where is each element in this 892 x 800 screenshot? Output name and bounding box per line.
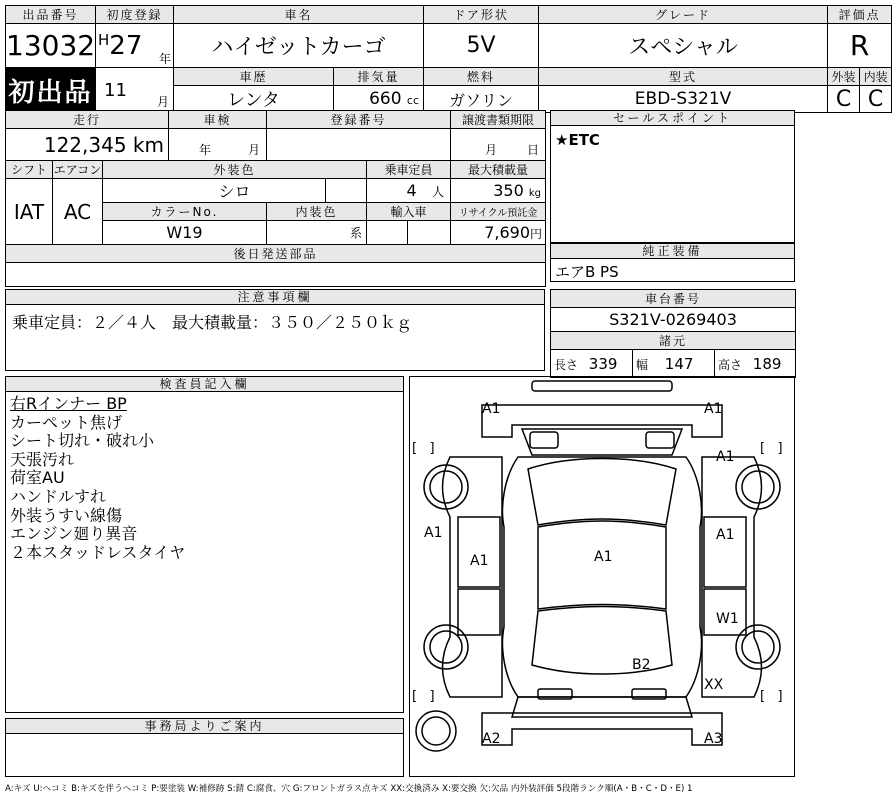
- length-label: 長さ: [554, 357, 579, 372]
- sales-point-text: ★ETC: [555, 131, 600, 149]
- color-number-label: カラーNo.: [103, 203, 267, 221]
- office-notice-label: 事務局よりご案内: [6, 719, 403, 734]
- capacity: [367, 179, 451, 203]
- score: R: [828, 24, 892, 68]
- recycle-fee-value: 7,690: [484, 223, 530, 242]
- ext-grade: C: [828, 86, 860, 113]
- rear-outline: [482, 713, 722, 745]
- left-door-front: [458, 517, 500, 587]
- sales-point-box: [550, 110, 795, 243]
- model-label: 型式: [539, 68, 828, 86]
- import-b: [408, 221, 451, 245]
- width-value: 147: [664, 354, 694, 373]
- bracket-fl: [ ]: [412, 441, 435, 456]
- damage-mark: A2: [482, 731, 501, 747]
- import-label: 輸入車: [367, 203, 451, 221]
- ext-color-value: シロ: [218, 182, 251, 201]
- inspector-line: 右Rインナー BP: [10, 394, 127, 413]
- height-label: 高さ: [718, 357, 743, 372]
- bracket-fr: [ ]: [760, 441, 783, 456]
- mileage-label: 走行: [6, 111, 169, 129]
- rear-window: [532, 607, 672, 675]
- vehicle-info-table: [5, 110, 546, 287]
- transfer-month-unit: 月: [485, 143, 498, 157]
- door-type: 5V: [424, 24, 539, 68]
- chassis-number: S321V-0269403: [551, 308, 796, 332]
- int-color-label: 内装色: [267, 203, 367, 221]
- capacity-label: 乗車定員: [367, 161, 451, 179]
- length: [551, 350, 633, 378]
- front-outline: [482, 405, 722, 437]
- damage-mark: A1: [716, 449, 735, 465]
- import-a: [367, 221, 408, 245]
- max-load-value: 350: [493, 181, 524, 200]
- car-diagram: [410, 377, 794, 776]
- inspector-notes-list: [10, 395, 185, 562]
- inspection-label: 車検: [169, 111, 267, 129]
- genuine-equipment-box: [550, 243, 795, 282]
- damage-mark: A1: [704, 401, 723, 417]
- office-notice-box: [5, 718, 404, 777]
- score-label: 評価点: [828, 6, 892, 24]
- capacity-value: 4: [406, 181, 417, 200]
- fuel: ガソリン: [424, 86, 539, 113]
- fuel-label: 燃料: [424, 68, 539, 86]
- transfer-deadline: [451, 129, 546, 161]
- sales-point-label: セールスポイント: [551, 111, 794, 126]
- first-reg-month: [96, 68, 174, 113]
- max-load-label: 最大積載量: [451, 161, 546, 179]
- inspector-line: 外装うすい線傷: [10, 505, 123, 525]
- chassis-table: [550, 289, 796, 378]
- bracket-rr: [ ]: [760, 689, 783, 704]
- history: レンタ: [174, 86, 334, 113]
- reg-number-label: 登録番号: [267, 111, 451, 129]
- recycle-label: リサイクル預託金: [451, 203, 546, 221]
- specs-label: 諸元: [551, 332, 796, 350]
- displacement: [334, 86, 424, 113]
- notes-label: 注意事項欄: [6, 290, 544, 305]
- car-diagram-box: [409, 376, 795, 777]
- damage-mark: A1: [470, 553, 489, 569]
- height-value: 189: [752, 354, 782, 373]
- damage-mark: B2: [632, 657, 651, 673]
- left-side: [443, 457, 503, 697]
- notes-box: [5, 289, 545, 371]
- windshield: [528, 459, 676, 526]
- inspector-line: ２本スタッドレスタイヤ: [10, 542, 186, 562]
- model-code: EBD-S321V: [539, 86, 828, 113]
- mileage-unit: km: [132, 132, 164, 157]
- mileage-value: 122,345: [43, 132, 127, 157]
- ext-color-divider: [325, 179, 326, 202]
- rear-body: [512, 697, 692, 717]
- chassis-number-label: 車台番号: [551, 290, 796, 308]
- year-number: 27: [109, 30, 143, 61]
- lot-number-label: 出品番号: [6, 6, 96, 24]
- history-label: 車歴: [174, 68, 334, 86]
- recycle-fee: [451, 221, 546, 245]
- month-unit: 月: [157, 95, 170, 109]
- roof: [538, 521, 666, 609]
- transfer-day-unit: 日: [527, 143, 540, 157]
- shift-label: シフト: [6, 161, 53, 179]
- era: H: [98, 30, 110, 49]
- inspector-notes-box: [5, 376, 404, 713]
- first-reg-year: [96, 24, 174, 68]
- car-name: ハイゼットカーゴ: [174, 24, 424, 68]
- max-load-unit: kg: [528, 188, 542, 199]
- displacement-label: 排気量: [334, 68, 424, 86]
- displacement-unit: cc: [406, 94, 420, 107]
- displacement-value: 660: [369, 89, 402, 109]
- lot-number: 13032: [6, 24, 96, 68]
- later-parts-label: 後日発送部品: [6, 245, 546, 263]
- headlight-left: [530, 432, 558, 448]
- transfer-deadline-label: 譲渡書類期限: [451, 111, 546, 129]
- inspection-month-unit: 月: [247, 143, 260, 157]
- inspector-line: ハンドルすれ: [10, 486, 107, 506]
- mileage: [6, 129, 169, 161]
- damage-mark: A1: [594, 549, 613, 565]
- air-conditioner: AC: [53, 179, 103, 245]
- grade: スペシャル: [539, 24, 828, 68]
- inspector-line: シート切れ・破れ小: [10, 431, 155, 451]
- genuine-equipment-label: 純正装備: [551, 244, 794, 259]
- front-bumper-top: [532, 381, 672, 391]
- damage-mark: W1: [716, 611, 739, 627]
- first-listing-badge: 初出品: [6, 68, 96, 113]
- ext-grade-label: 外装: [828, 68, 860, 86]
- int-grade-label: 内装: [860, 68, 892, 86]
- notes-text: 乗車定員：２／４人 最大積載量：３５０／２５０ｋｇ: [12, 313, 413, 332]
- later-parts: [6, 263, 546, 287]
- inspection-year-unit: 年: [199, 143, 212, 157]
- recycle-fee-unit: 円: [530, 227, 543, 241]
- header-table: [5, 5, 892, 113]
- damage-mark: XX: [704, 677, 724, 693]
- length-value: 339: [588, 354, 618, 373]
- height: [715, 350, 796, 378]
- damage-mark: A1: [424, 525, 443, 541]
- max-load: [451, 179, 546, 203]
- inspector-line: カーペット焦げ: [10, 412, 123, 432]
- grade-label: グレード: [539, 6, 828, 24]
- ext-color-label: 外装色: [103, 161, 367, 179]
- bracket-rl: [ ]: [412, 689, 435, 704]
- int-color: 系: [267, 221, 367, 245]
- inspector-notes-label: 検査員記入欄: [6, 377, 403, 392]
- inspector-line: 荷室AU: [10, 468, 65, 488]
- first-reg-label: 初度登録: [96, 6, 174, 24]
- front-hood: [522, 429, 682, 455]
- ext-color: [103, 179, 367, 203]
- right-side: [702, 457, 762, 697]
- left-door-rear: [458, 589, 500, 635]
- shift: IAT: [6, 179, 53, 245]
- headlight-right: [646, 432, 674, 448]
- width: [633, 350, 715, 378]
- damage-code-legend: A:キズ U:ヘコミ B:キズを伴うヘコミ P:要塗装 W:補修跡 S:錆 C:腐食、穴 G:フロントガラス点キズ XX:交換済み X:要交換 欠:欠品 内外装評価 5段階ランク順(A・B・C・D・E) 1: [5, 784, 693, 794]
- ac-label: エアコン: [53, 161, 103, 179]
- damage-mark: A1: [482, 401, 501, 417]
- door-label: ドア形状: [424, 6, 539, 24]
- month-number: 11: [104, 79, 127, 101]
- int-grade: C: [860, 86, 892, 113]
- inspector-line: エンジン廻り異音: [10, 524, 138, 544]
- damage-mark: A3: [704, 731, 723, 747]
- genuine-equipment-text: エアB PS: [555, 263, 619, 281]
- reg-number: [267, 129, 451, 161]
- color-number: W19: [103, 221, 267, 245]
- inspection-date: [169, 129, 267, 161]
- car-name-label: 車名: [174, 6, 424, 24]
- year-unit: 年: [159, 52, 172, 66]
- capacity-unit: 人: [432, 185, 445, 199]
- inspector-line: 天張汚れ: [10, 449, 75, 469]
- width-label: 幅: [636, 357, 649, 372]
- damage-mark: A1: [716, 527, 735, 543]
